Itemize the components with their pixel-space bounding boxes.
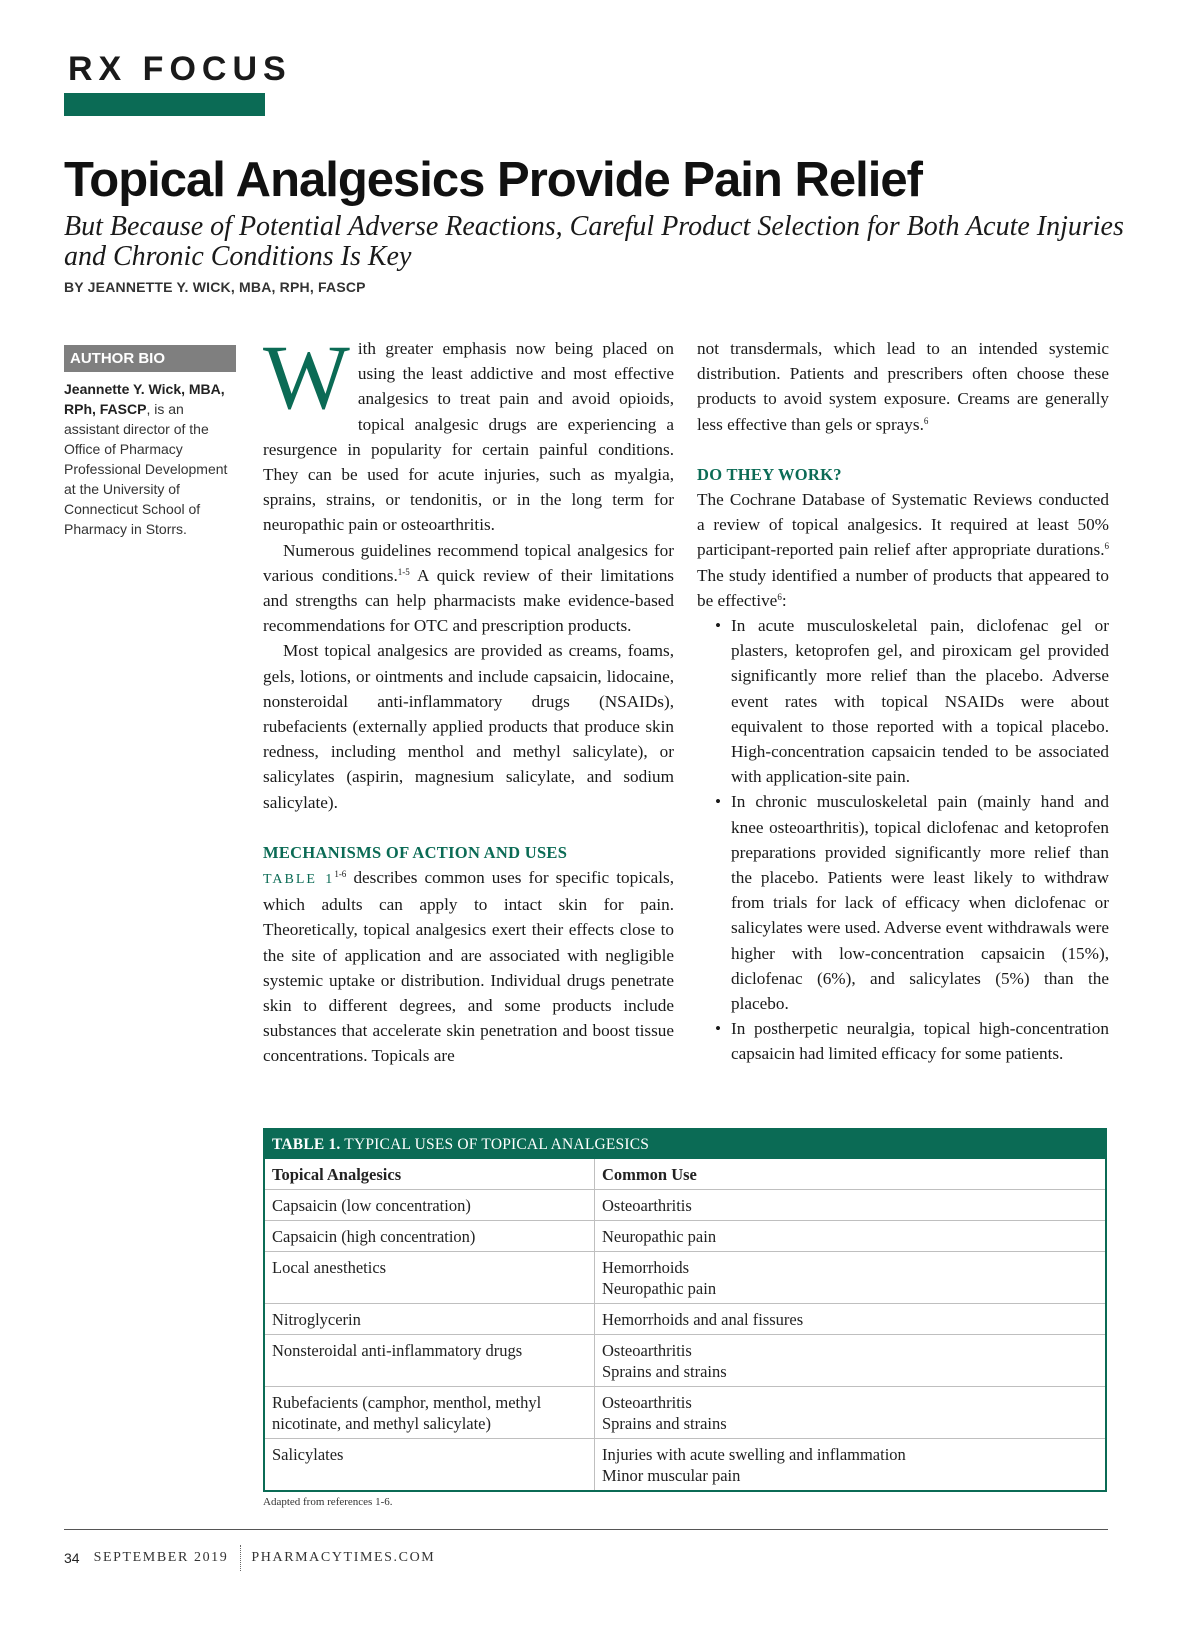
paragraph-guidelines-text-b: A quick review of their limitations and strengths can help pharmacists make evidence-based recommendations for OTC and prescription products. bbox=[263, 565, 674, 636]
subtitle: But Because of Potential Adverse Reactions, Careful Product Selection for Both Acute Injuries and Chronic Conditions Is Key bbox=[64, 211, 1124, 272]
reference-superscript: 1-5 bbox=[397, 566, 410, 577]
footer-dotted-divider bbox=[240, 1545, 241, 1571]
cell-line: nicotinate, and methyl salicylate) bbox=[272, 1414, 492, 1433]
cell-line: Hemorrhoids bbox=[602, 1258, 690, 1277]
heading-mechanisms: MECHANISMS OF ACTION AND USES bbox=[263, 842, 568, 862]
paragraph-cochrane-text-c: : bbox=[781, 590, 787, 610]
cell-line: Osteoarthritis bbox=[602, 1341, 692, 1360]
paragraph-transdermals-text: not transdermals, which lead to an intended systemic distribution. Patients and prescribers often choose these products to avoid system exposure. Creams are generally less effective than gels or sprays. bbox=[697, 339, 1109, 434]
table-cell-drug bbox=[265, 1221, 595, 1252]
article-column-right bbox=[697, 336, 1109, 1067]
table-cell-drug bbox=[265, 1335, 595, 1387]
table-cell-use bbox=[595, 1221, 1106, 1252]
column-header-topical-analgesics: Topical Analgesics bbox=[265, 1159, 595, 1190]
table-cell-drug bbox=[265, 1439, 595, 1491]
list-item: • In chronic musculoskeletal pain (mainly hand and knee osteoarthritis), topical diclofenac and ketoprofen preparations provided significantly more relief than the placebo. Patients were least likely to withdraw from trials for lack of efficacy when diclofenac or salicylates were used. Adverse event withdrawals were higher with low-concentration capsaicin (15%), diclofenac (6%), and salicylates (5%) than the placebo. bbox=[697, 789, 1109, 1016]
list-item: • In postherpetic neuralgia, topical high-concentration capsaicin had limited efficacy for some patients. bbox=[697, 1016, 1109, 1066]
page-title: Topical Analgesics Provide Pain Relief bbox=[64, 153, 922, 207]
list-item: • In acute musculoskeletal pain, diclofenac gel or plasters, ketoprofen gel, and piroxicam gel provided significantly more relief than the placebo. Adverse event rates with topical NSAIDs were about equivalent to those reported with a topical placebo. High-concentration capsaicin tended to be associated with application-site pain. bbox=[697, 613, 1109, 789]
cell-line: Minor muscular pain bbox=[602, 1466, 741, 1485]
table-source-note: Adapted from references 1-6. bbox=[263, 1496, 393, 1508]
cell-line: Hemorrhoids and anal fissures bbox=[602, 1310, 804, 1329]
table-cell-drug bbox=[265, 1387, 595, 1439]
author-bio bbox=[64, 345, 236, 539]
footer-divider-rule bbox=[64, 1529, 1108, 1530]
paragraph-formulations: Most topical analgesics are provided as creams, foams, gels, lotions, or ointments and include capsaicin, lidocaine, nonsteroidal anti-inflammatory drugs (NSAIDs), rubefacients (externally applied products that produce skin redness, including menthol and methyl salicylate), or salicylates (aspirin, magnesium salicylate, and sodium salicylate). bbox=[263, 641, 674, 812]
table-1 bbox=[263, 1128, 1107, 1492]
paragraph-cochrane-text-b: The study identified a number of products that appeared to be effective bbox=[697, 565, 1109, 610]
table-cell-drug bbox=[265, 1190, 595, 1221]
cell-line: Rubefacients (camphor, menthol, methyl bbox=[272, 1393, 542, 1412]
table-1-grid bbox=[265, 1159, 1105, 1490]
reference-superscript: 6 bbox=[777, 591, 782, 602]
article-column-left bbox=[263, 326, 674, 1069]
table-row bbox=[265, 1439, 1105, 1491]
cell-line: Neuropathic pain bbox=[602, 1279, 717, 1298]
author-bio-text bbox=[64, 379, 236, 539]
table-1-caption-title: TYPICAL USES OF TOPICAL ANALGESICS bbox=[340, 1136, 650, 1153]
table-1-caption bbox=[265, 1130, 1105, 1159]
intro-text: ith greater emphasis now being placed on using the least addictive and most effective analgesics to treat pain and avoid opioids, topical analgesic drugs are experiencing a resurgence in popularity for certain painful conditions. They can be used for acute injuries, such as myalgia, sprains, strains, or tendonitis, or in the long term for neuropathic pain or osteoarthritis. bbox=[263, 339, 674, 535]
cell-line: Sprains and strains bbox=[602, 1362, 727, 1381]
cell-line: Sprains and strains bbox=[602, 1414, 727, 1433]
table-row bbox=[265, 1304, 1105, 1335]
table-cell-use bbox=[595, 1439, 1106, 1491]
paragraph-mechanisms-text: describes common uses for specific topicals, which adults can apply to intact skin for pain. Theoretically, topical analgesics exert their effects close to the site of application and are associated with negligible systemic uptake or distribution. Individual drugs penetrate skin to different degrees, and some products include substances that accelerate skin penetration and boost tissue concentrations. Topicals are bbox=[263, 868, 674, 1066]
cell-line: Local anesthetics bbox=[272, 1258, 387, 1277]
table-cell-use bbox=[595, 1252, 1106, 1304]
section-label: RX FOCUS bbox=[68, 50, 292, 88]
cell-line: Capsaicin (low concentration) bbox=[272, 1196, 471, 1215]
author-bio-heading: AUTHOR BIO bbox=[64, 345, 236, 372]
cell-line: Neuropathic pain bbox=[602, 1227, 717, 1246]
table-row bbox=[265, 1387, 1105, 1439]
reference-superscript: 6 bbox=[923, 415, 929, 426]
reference-superscript: 1-6 bbox=[334, 869, 347, 880]
paragraph-guidelines-text-a: Numerous guidelines recommend topical analgesics for various conditions. bbox=[263, 540, 674, 585]
cell-line: Capsaicin (high concentration) bbox=[272, 1227, 476, 1246]
cell-line: Osteoarthritis bbox=[602, 1196, 692, 1215]
table-row bbox=[265, 1335, 1105, 1387]
table-cell-drug bbox=[265, 1304, 595, 1335]
table-cell-use bbox=[595, 1335, 1106, 1387]
intro-paragraph bbox=[263, 326, 674, 538]
heading-do-they-work: DO THEY WORK? bbox=[697, 464, 842, 484]
findings-list bbox=[697, 613, 1109, 1067]
section-accent-bar bbox=[64, 93, 265, 116]
cell-line: Injuries with acute swelling and inflammation bbox=[602, 1445, 906, 1464]
paragraph-cochrane bbox=[697, 487, 1109, 613]
table-row bbox=[265, 1221, 1105, 1252]
table-cell-drug bbox=[265, 1252, 595, 1304]
cell-line: Osteoarthritis bbox=[602, 1393, 692, 1412]
page-number: 34 bbox=[64, 1550, 80, 1566]
column-header-common-use: Common Use bbox=[595, 1159, 1106, 1190]
paragraph-mechanisms bbox=[263, 865, 674, 1069]
cell-line: Salicylates bbox=[272, 1445, 344, 1464]
site-link[interactable]: PHARMACYTIMES.COM bbox=[251, 1550, 436, 1565]
paragraph-cochrane-text-a: The Cochrane Database of Systematic Reviews conducted a review of topical analgesics. It required at least 50% participant-reported pain relief after appropriate durations. bbox=[697, 490, 1109, 560]
drop-cap: W bbox=[263, 326, 350, 428]
table-row bbox=[265, 1252, 1105, 1304]
table-row bbox=[265, 1190, 1105, 1221]
cell-line: Nitroglycerin bbox=[272, 1310, 361, 1329]
table-header-row bbox=[265, 1159, 1105, 1190]
table-cell-use bbox=[595, 1304, 1106, 1335]
page-footer bbox=[64, 1545, 435, 1571]
paragraph-transdermals bbox=[697, 336, 1109, 437]
author-name: Jeannette Y. Wick, MBA, RPh, FASCP bbox=[64, 381, 225, 417]
table-1-caption-number: TABLE 1. bbox=[272, 1136, 341, 1153]
table-cell-use bbox=[595, 1190, 1106, 1221]
table-1-reference-link[interactable]: TABLE 1 bbox=[263, 872, 335, 888]
reference-superscript: 6 bbox=[1104, 541, 1109, 552]
byline: BY JEANNETTE Y. WICK, MBA, RPH, FASCP bbox=[64, 279, 366, 295]
table-cell-use bbox=[595, 1387, 1106, 1439]
author-bio-description: , is an assistant director of the Office of Pharmacy Professional Development at the University of Connecticut School of Pharmacy in Storrs. bbox=[64, 401, 228, 537]
paragraph-guidelines bbox=[263, 538, 674, 639]
issue-date: SEPTEMBER 2019 bbox=[93, 1550, 229, 1565]
cell-line: Nonsteroidal anti-inflammatory drugs bbox=[272, 1341, 523, 1360]
